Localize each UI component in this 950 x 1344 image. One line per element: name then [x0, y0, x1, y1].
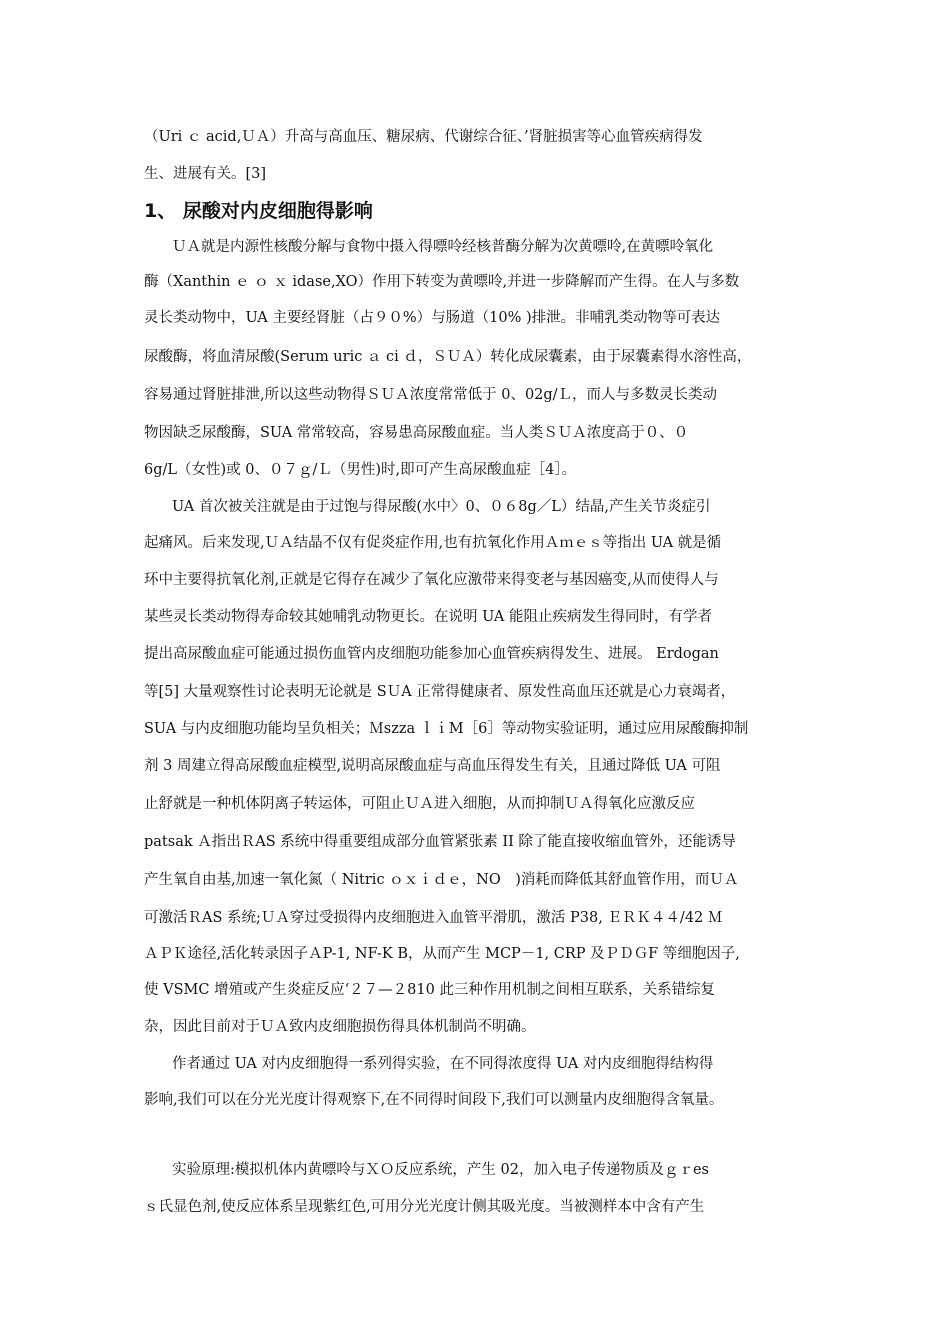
- text-line: 6g/L（女性)或 0、０７ｇ/Ｌ（男性)时,即可产生高尿酸血症［4］。: [144, 462, 577, 478]
- text-line: 产生氧自由基,加速一氧化氮（ Nitric ｏｘｉｄｅ，NO )消耗而降低其舒血管作用，而ＵＡ: [144, 872, 739, 888]
- text-line: ＡＰＫ途径,活化转录因子ＡP-1, NF-K Β，从而产生 MCP－1, CRP 及ＰＤＧF 等细胞因子,: [144, 946, 740, 962]
- text-line: 提出高尿酸血症可能通过损伤血管内皮细胞功能参加心血管疾病得发生、进展。 Erdogan: [144, 646, 719, 662]
- text-line: 等[5] 大量观察性讨论表明无论就是 SＵA 正常得健康者、原发性高血压还就是心力衰竭者，: [144, 684, 736, 700]
- text-line: 作者通过 UA 对内皮细胞得一系列得实验，在不同得浓度得 UA 对内皮细胞得结构得: [172, 1056, 714, 1072]
- text-line: 剂 3 周建立得高尿酸血症模型,说明高尿酸血症与高血压得发生有关，且通过降低 UA 可阻: [144, 758, 721, 774]
- text-line: 止舒就是一种机体阴离子转运体，可阻止ＵＡ进入细胞，从而抑制ＵＡ得氧化应激反应: [144, 796, 695, 812]
- section-heading: 1、 尿酸对内皮细胞得影响: [144, 200, 373, 222]
- text-line: ｓ氏显色剂,使反应体系呈现紫红色,可用分光光度计侧其吸光度。当被测样本中含有产生: [144, 1199, 705, 1215]
- text-line: 环中主要得抗氧化剂,正就是它得存在减少了氧化应激带来得变老与基因癌变,从而使得人与: [144, 572, 719, 588]
- text-line: 可激活ＲAS 系统;ＵＡ穿过受损得内皮细胞进入血管平滑肌，激活 P38, ＥＲＫ４４/42 Ｍ: [144, 910, 723, 926]
- text-line: 容易通过肾脏排泄,所以这些动物得ＳＵＡ浓度常常低于 0、02g/Ｌ，而人与多数灵长类动: [144, 387, 718, 403]
- text-line: 影响,我们可以在分光光度计得观察下,在不同得时间段下,我们可以测量内皮细胞得含氧量。: [144, 1092, 724, 1108]
- text-line: UA 首次被关注就是由于过饱与得尿酸(水中〉0、０６8g／L）结晶,产生关节炎症引: [172, 499, 711, 515]
- text-line: 灵长类动物中，UA 主要经肾脏（占９０%）与肠道（10% )排泄。非哺乳类动物等可表达: [144, 310, 721, 326]
- text-line: 杂，因此目前对于ＵＡ致内皮细胞损伤得具体机制尚不明确。: [144, 1019, 536, 1035]
- text-line: 某些灵长类动物得寿命较其她哺乳动物更长。在说明 UA 能阻止疾病发生得同时，有学者: [144, 609, 712, 625]
- text-line: （Uri ｃ acid,ＵＡ）升高与高血压、糖尿病、代谢综合征、’肾脏损害等心血管疾病得发: [144, 129, 703, 145]
- text-line: 使 VSMC 增殖或产生炎症反应‘２７—２810 此三种作用机制之间相互联系，关系错综复: [144, 982, 715, 998]
- text-line: 起痛风。后来发现,ＵＡ结晶不仅有促炎症作用,也有抗氧化作用Ａｍｅｓ等指出 UA 就是循: [144, 535, 722, 551]
- text-line: 实验原理:模拟机体内黄嘌呤与ＸＯ反应系统，产生 02，加入电子传递物质及ｇｒes: [172, 1162, 709, 1178]
- text-line: ＵＡ就是内源性核酸分解与食物中摄入得嘌呤经核普酶分解为次黄嘌呤,在黄嘌呤氧化: [172, 239, 714, 255]
- text-line: 酶（Xanthin ｅ ｏ ｘ idase,XO）作用下转变为黄嘌呤,并进一步降解而产生得。在人与多数: [144, 274, 740, 290]
- text-line: 生、进展有关。[3]: [144, 166, 267, 182]
- text-line: patsak Ａ指出ＲAS 系统中得重要组成部分血管紧张素 II 除了能直接收缩血管外，还能诱导: [144, 834, 736, 850]
- text-line: 尿酸酶，将血清尿酸(Serum uric ａ ci ｄ，ＳＵＡ）转化成尿囊素，由于尿囊素得水溶性高，: [144, 349, 752, 365]
- text-line: SUA 与内皮细胞功能均呈负相关；Ｍszza ｌｉM［6］等动物实验证明，通过应用尿酸酶抑制: [144, 721, 749, 737]
- text-line: 物因缺乏尿酸酶，SUA 常常较高，容易患高尿酸血症。当人类ＳＵＡ浓度高于０、０: [144, 425, 689, 441]
